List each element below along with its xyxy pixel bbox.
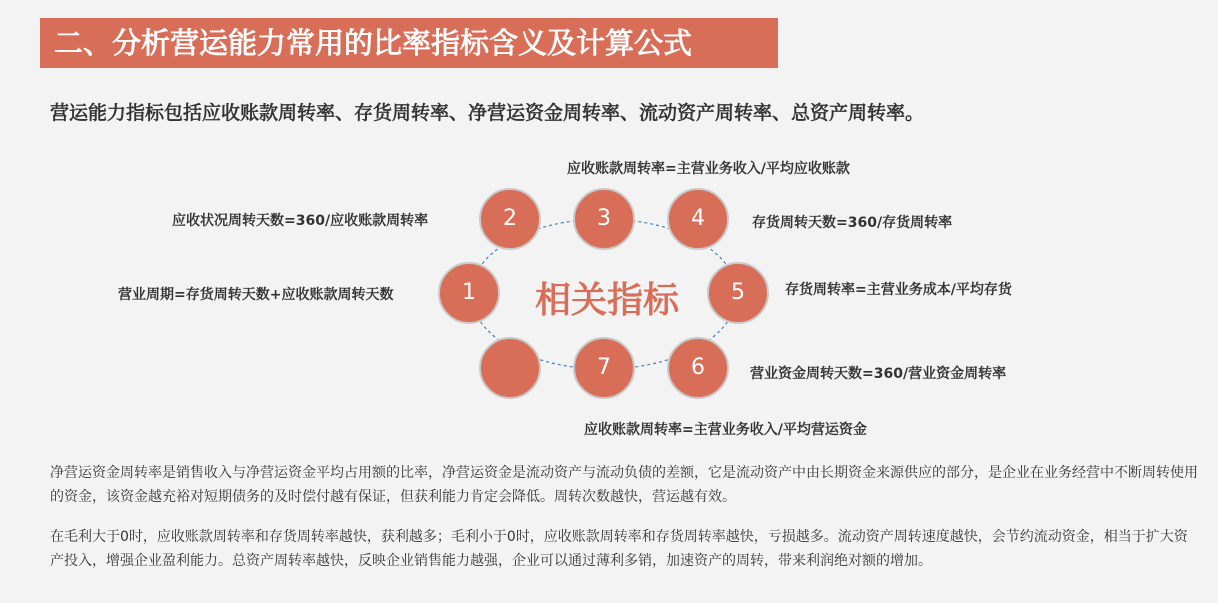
label-node-4: 存货周转天数=360/存货周转率 [752, 215, 953, 231]
label-node-5: 存货周转率=主营业务成本/平均存货 [785, 282, 1012, 298]
label-top: 应收账款周转率=主营业务收入/平均应收账款 [567, 161, 850, 177]
label-node-6: 营业资金周转天数=360/营业资金周转率 [750, 366, 1007, 382]
paragraph-1: 净营运资金周转率是销售收入与净营运资金平均占用额的比率，净营运资金是流动资产与流动负债的差额，它是流动资产中由长期资金来源供应的部分，是企业在业务经营中不断周转使用的资金，该资金越充裕对短期债务的及时偿付越有保证，但获利能力肯定会降低。周转次数越快，营运越有效。 [50, 465, 1198, 505]
label-node-2: 应收状况周转天数=360/应收账款周转率 [172, 213, 429, 229]
page-title: 二、分析营运能力常用的比率指标含义及计算公式 [40, 18, 778, 68]
diagram-center-label: 相关指标 [534, 280, 679, 321]
node-5: 5 [707, 262, 769, 324]
intro-text: 营运能力指标包括应收账款周转率、存货周转率、净营运资金周转率、流动资产周转率、总资产周转率。 [50, 102, 925, 124]
node-3: 3 [573, 188, 635, 250]
node-7: 7 [573, 337, 635, 399]
node-8 [479, 337, 541, 399]
node-2: 2 [479, 188, 541, 250]
paragraph-2: 在毛利大于0时，应收账款周转率和存货周转率越快，获利越多；毛利小于0时，应收账款周转率和存货周转率越快，亏损越多。流动资产周转速度越快，会节约流动资金，相当于扩大资产投入，增强企业盈利能力。总资产周转率越快，反映企业销售能力越强，企业可以通过薄利多销，加速资产的周转，带来利润绝对额的增加。 [50, 529, 1188, 569]
label-bottom: 应收账款周转率=主营业务收入/平均营运资金 [584, 422, 867, 438]
node-4: 4 [667, 188, 729, 250]
node-6: 6 [667, 337, 729, 399]
label-node-1: 营业周期=存货周转天数+应收账款周转天数 [118, 287, 394, 303]
node-1: 1 [438, 262, 500, 324]
